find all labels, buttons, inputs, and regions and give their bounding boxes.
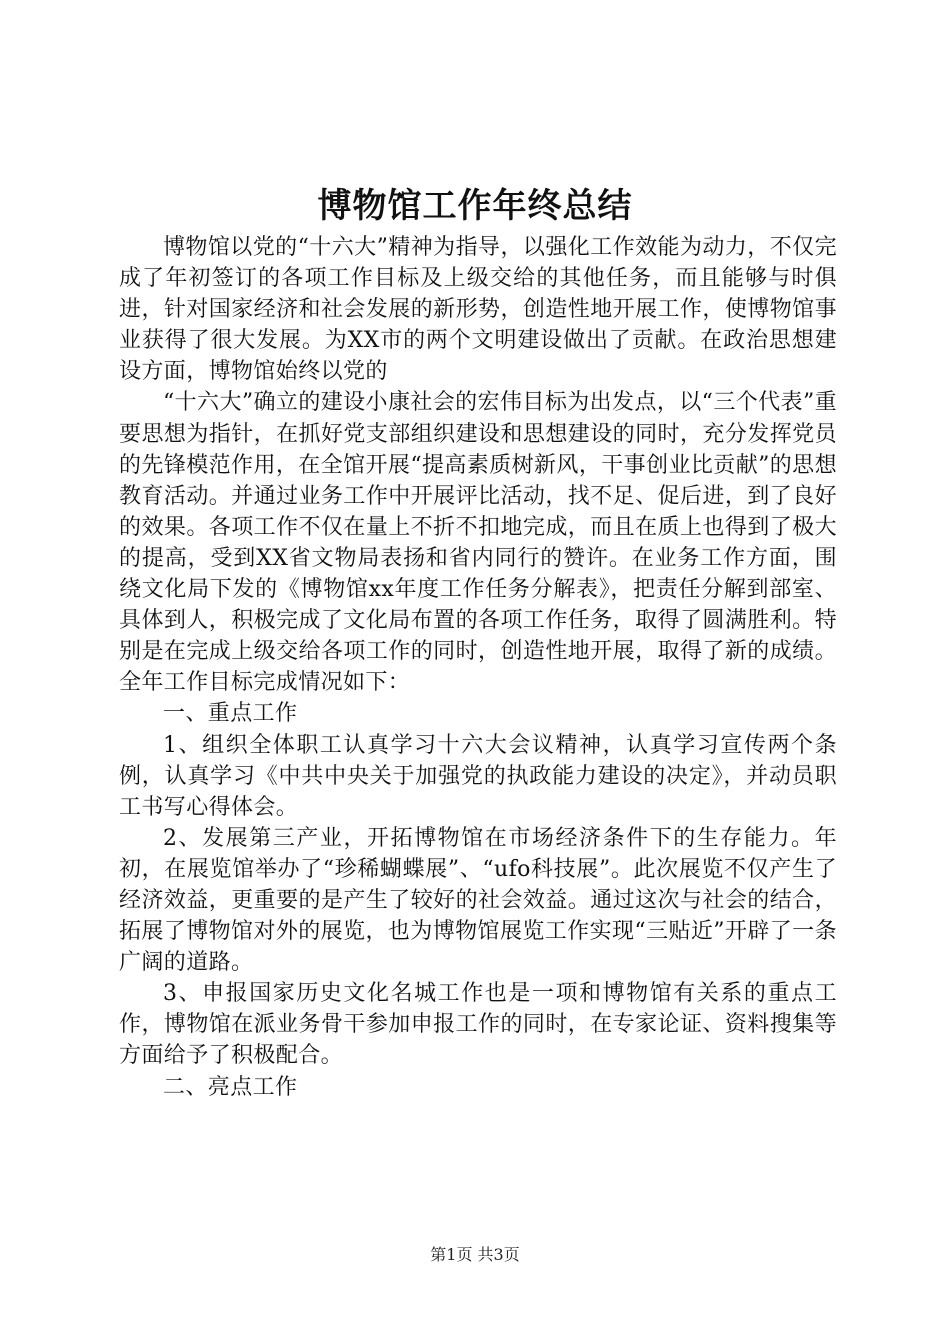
document-title: 博物馆工作年终总结 <box>317 186 633 226</box>
page-number-footer: 第1页 共3页 <box>430 1245 520 1264</box>
paragraph-intro: 博物馆以党的“十六大”精神为指导，以强化工作效能为动力，不仅完成了年初签订的各项工作目标及上级交给的其他任务，而且能够与时俱进，针对国家经济和社会发展的新形势，创造性地开展工作，使博物馆事业获得了很大发展。为XX市的两个文明建设做出了贡献。在政治思想建设方面，博物馆始终以党的 <box>119 235 837 385</box>
paragraph-item-1: 1、组织全体职工认真学习十六大会议精神，认真学习宣传两个条例，认真学习《中共中央关于加强党的执政能力建设的决定》，并动员职工书写心得体会。 <box>119 732 837 820</box>
paragraph-party-building: “十六大”确立的建设小康社会的宏伟目标为出发点，以“三个代表”重要思想为指针，在抓好党支部组织建设和思想建设的同时，充分发挥党员的先锋模范作用，在全馆开展“提高素质树新风，干事创业比贡献”的思想教育活动。并通过业务工作中开展评比活动，找不足、促后进，到了良好的效果。各项工作不仅在量上不折不扣地完成，而且在质上也得到了极大的提高，受到XX省文物局表扬和省内同行的赞许。在业务工作方面，围绕文化局下发的《博物馆xx年度工作任务分解表》，把责任分解到部室、具体到人，积极完成了文化局布置的各项工作任务，取得了圆满胜利。特别是在完成上级交给各项工作的同时，创造性地开展，取得了新的成绩。全年工作目标完成情况如下： <box>119 390 837 696</box>
paragraph-item-3: 3、申报国家历史文化名城工作也是一项和博物馆有关系的重点工作，博物馆在派业务骨干参加申报工作的同时，在专家论证、资料搜集等方面给予了积极配合。 <box>119 981 837 1069</box>
document-body <box>119 232 837 1103</box>
section-heading-highlight-work: 二、亮点工作 <box>163 1074 298 1100</box>
section-heading-key-work: 一、重点工作 <box>163 701 298 727</box>
paragraph-item-2: 2、发展第三产业，开拓博物馆在市场经济条件下的生存能力。年初，在展览馆举办了“珍稀蝴蝶展”、“ufo科技展”。此次展览不仅产生了经济效益，更重要的是产生了较好的社会效益。通过这次与社会的结合，拓展了博物馆对外的展览，也为博物馆展览工作实现“三贴近”开辟了一条广阔的道路。 <box>119 825 837 976</box>
